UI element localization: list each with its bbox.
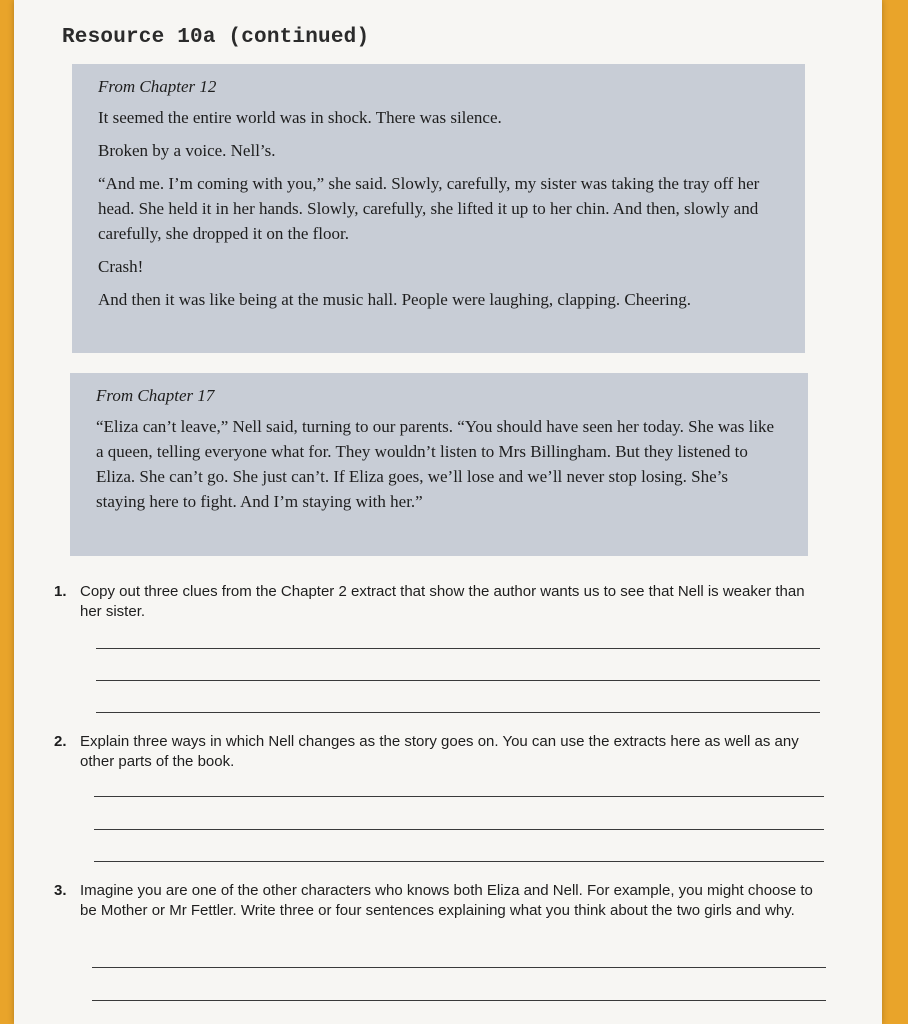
question-2	[54, 732, 826, 772]
answer-line[interactable]	[94, 796, 824, 797]
question-text: Copy out three clues from the Chapter 2 extract that show the author wants us to see that Nell is weaker than her sister.	[80, 583, 805, 620]
question-number: 1.	[54, 583, 67, 600]
question-1	[54, 582, 814, 622]
extract-chapter-17	[70, 373, 808, 556]
extract-paragraph: Crash!	[98, 257, 144, 276]
question-text: Explain three ways in which Nell changes as the story goes on. You can use the extracts here as well as any other parts of the book.	[80, 733, 799, 770]
question-3	[54, 881, 826, 921]
answer-line[interactable]	[92, 1000, 826, 1001]
question-number: 2.	[54, 733, 67, 750]
extract-paragraph: And then it was like being at the music hall. People were laughing, clapping. Cheering.	[98, 290, 691, 309]
answer-line[interactable]	[92, 967, 826, 968]
extract-heading: From Chapter 17	[96, 386, 215, 405]
extract-heading: From Chapter 12	[98, 77, 217, 96]
answer-line[interactable]	[96, 712, 820, 713]
question-number: 3.	[54, 882, 67, 899]
answer-line[interactable]	[96, 648, 820, 649]
answer-line[interactable]	[94, 861, 824, 862]
extract-paragraph: Broken by a voice. Nell’s.	[98, 141, 276, 160]
page-title: Resource 10a (continued)	[62, 26, 370, 49]
extract-paragraph: It seemed the entire world was in shock. There was silence.	[98, 108, 502, 127]
question-text: Imagine you are one of the other characters who knows both Eliza and Nell. For example, you might choose to be Mother or Mr Fettler. Write three or four sentences explaining what you think about the two girls and why.	[80, 882, 813, 919]
extract-paragraph: “Eliza can’t leave,” Nell said, turning to our parents. “You should have seen her today. She was like a queen, telling everyone what for. They wouldn’t listen to Mrs Billingham. But they listened to Eliza. She can’t go. She just can’t. If Eliza goes, we’ll lose and we’ll never stop losing. She’s staying here to fight. And I’m staying with her.”	[96, 417, 775, 511]
extract-paragraph: “And me. I’m coming with you,” she said. Slowly, carefully, my sister was taking the tray off her head. She held it in her hands. Slowly, carefully, she lifted it up to her chin. And then, slowly and carefully, she dropped it on the floor.	[98, 174, 760, 243]
answer-line[interactable]	[96, 680, 820, 681]
answer-line[interactable]	[94, 829, 824, 830]
extract-chapter-12	[72, 64, 805, 353]
